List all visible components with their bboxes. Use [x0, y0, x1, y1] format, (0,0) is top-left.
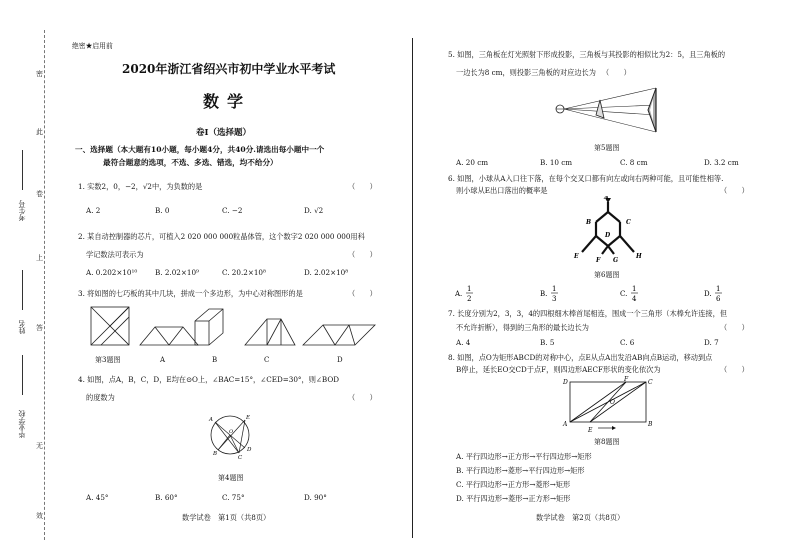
q5-text-line1: 5. 如图，三角板在灯光照射下形成投影，三角板与其投影的相似比为2：5，且三角板的 [448, 50, 726, 59]
q4-option: B. 60° [155, 493, 178, 502]
volume-title: 卷Ⅰ（选择题） [196, 128, 251, 138]
q8-option: D. 平行四边形→菱形→正方形→矩形 [456, 494, 571, 503]
q2-option: A. 0.202×10¹⁰ [86, 268, 138, 277]
q8-rectangle-figure [560, 376, 660, 434]
q5-projection-figure [552, 85, 672, 135]
q6-text-line2: 则小球从E出口落出的概率是 [456, 186, 548, 195]
svg-text:C.: C. [620, 290, 628, 298]
confidential-mark: 绝密★启用前 [72, 42, 113, 50]
q2-text-line1: 2. 某自动控制器的芯片，可植入2 020 000 000粒晶体管，这个数字2 020 000 000用科 [78, 232, 365, 241]
q4-option: D. 90° [304, 493, 327, 502]
q4-text-line2: 的度数为 [86, 393, 115, 402]
svg-text:2: 2 [467, 295, 472, 303]
q7-option: B. 5 [540, 338, 555, 347]
section-instructions-line1: 一、选择题（本大题有10小题，每小题4分，共40分.请选出每小题中一个 [75, 145, 325, 154]
q2-answer-paren: （ ） [348, 250, 377, 259]
q1-answer-paren: （ ） [348, 182, 377, 191]
q8-answer-paren: （ ） [720, 365, 749, 374]
q4-option: C. 75° [222, 493, 245, 502]
name-line [22, 270, 23, 310]
svg-text:D: D [563, 379, 568, 386]
label-name: 姓名 [18, 320, 26, 334]
svg-text:A: A [563, 421, 568, 428]
exam-title: 2020年浙江省绍兴市初中学业水平考试 [122, 62, 336, 76]
svg-text:F: F [596, 257, 601, 264]
svg-text:C: C [238, 455, 243, 460]
option-d-shape [303, 325, 375, 345]
q6-caption: 第6题图 [594, 271, 620, 279]
q6-answer-paren: （ ） [720, 186, 749, 195]
exam-number-line [22, 150, 23, 190]
q5-answer-paren: （ ） [602, 68, 631, 77]
q7-option: A. 4 [456, 338, 471, 347]
svg-text:A: A [209, 417, 213, 423]
q5-option: A. 20 cm [456, 158, 489, 167]
q4-answer-paren: （ ） [348, 393, 377, 402]
q3-label-c: C [264, 356, 270, 364]
svg-text:C: C [626, 219, 631, 226]
q5-option: C. 8 cm [620, 158, 648, 167]
footer-left: 数学试卷 第1页（共8页） [182, 513, 271, 522]
q3-text: 3. 将如图的七巧板的其中几块，拼成一个多边形，为中心对称图形的是 [78, 289, 303, 298]
svg-text:B: B [213, 451, 218, 457]
svg-text:1: 1 [467, 285, 472, 293]
svg-text:F: F [624, 376, 629, 383]
q6-options-fractions [455, 283, 725, 305]
svg-text:B: B [586, 219, 592, 226]
label-exam-number: 考生号 [18, 200, 26, 221]
sidebar-char: 此 [36, 128, 43, 136]
svg-text:E: E [574, 253, 579, 260]
sidebar-char: 效 [36, 512, 43, 520]
q8-caption: 第8题图 [594, 438, 620, 446]
q1-option: B. 0 [155, 206, 170, 215]
svg-text:A.: A. [455, 290, 463, 298]
svg-text:1: 1 [552, 285, 557, 293]
q2-option: B. 2.02×10⁹ [155, 268, 199, 277]
option-c-shape [245, 319, 295, 345]
q4-text-line1: 4. 如图，点A，B，C，D，E均在⊙O上，∠BAC=15°，∠CED=30°，则∠BOD [78, 375, 339, 384]
footer-right: 数学试卷 第2页（共8页） [536, 513, 625, 522]
sidebar-char: 卷 [36, 190, 43, 198]
q8-option: C. 平行四边形→正方形→菱形→矩形 [456, 480, 571, 489]
q5-option: D. 3.2 cm [704, 158, 739, 167]
svg-text:A: A [604, 196, 609, 201]
q1-option: C. −2 [222, 206, 243, 215]
q8-option: B. 平行四边形→菱形→平行四边形→矩形 [456, 466, 585, 475]
svg-text:3: 3 [552, 295, 557, 303]
q2-option: D. 2.02×10⁸ [304, 268, 349, 277]
q5-caption: 第5题图 [594, 144, 620, 152]
q3-caption: 第3题图 [95, 356, 121, 364]
svg-text:G: G [613, 257, 619, 264]
svg-text:E: E [588, 427, 593, 434]
svg-text:D: D [605, 232, 611, 239]
binding-line [44, 30, 45, 540]
school-line [22, 355, 23, 395]
q2-option: C. 20.2×10⁸ [222, 268, 266, 277]
svg-text:C: C [648, 379, 653, 386]
sidebar-char: 答 [36, 324, 43, 332]
option-a-shape [140, 327, 198, 345]
sidebar-char: 密 [36, 70, 43, 78]
q3-label-b: B [212, 356, 218, 364]
q7-text-line2: 不允许折断），得到的三角形的最长边长为 [456, 323, 589, 332]
svg-text:B.: B. [540, 290, 548, 298]
sidebar-char: 无 [36, 442, 43, 450]
q5-option: B. 10 cm [540, 158, 573, 167]
q7-option: D. 7 [704, 338, 719, 347]
q6-text-line1: 6. 如图，小球从A入口往下落，在每个交叉口都有向左或向右两种可能，且可能性相等. [448, 174, 724, 183]
q4-option: A. 45° [86, 493, 109, 502]
q7-answer-paren: （ ） [720, 323, 749, 332]
q1-option: D. √2 [304, 206, 324, 215]
q3-label-a: A [160, 356, 166, 364]
q8-option: A. 平行四边形→正方形→平行四边形→矩形 [456, 452, 592, 461]
svg-text:D.: D. [704, 290, 712, 298]
svg-text:6: 6 [716, 295, 721, 303]
q1-text: 1. 实数2，0，−2，√2中，为负数的是 [78, 182, 203, 191]
svg-text:B: B [648, 421, 653, 428]
page-divider [412, 38, 413, 538]
svg-text:1: 1 [716, 285, 721, 293]
q8-text-line2: B停止，延长EO交CD于点F，则四边形AECF形状的变化依次为 [456, 365, 661, 374]
q3-figures [85, 305, 385, 353]
q6-ball-path-figure [568, 196, 652, 264]
svg-text:D: D [247, 447, 252, 453]
label-school: 毕业学校 [18, 410, 26, 438]
q1-option: A. 2 [86, 206, 101, 215]
option-b-shape [195, 309, 223, 345]
svg-text:4: 4 [632, 295, 637, 303]
q3-answer-paren: （ ） [348, 289, 377, 298]
q5-text-line2: 一边长为8 cm，则投影三角板的对应边长为 [456, 68, 596, 77]
section-instructions-line2: 最符合题意的选项，不选、多选、错选，均不给分） [103, 158, 278, 167]
q4-caption: 第4题图 [218, 474, 244, 482]
svg-text:1: 1 [632, 285, 637, 293]
svg-text:H: H [636, 253, 642, 260]
q7-text-line1: 7. 长度分别为2，3，3，4的四根细木棒首尾相连，围成一个三角形（木棒允许连接，但 [448, 309, 728, 318]
sidebar-char: 上 [36, 254, 43, 262]
svg-text:E: E [246, 415, 251, 421]
subject-title: 数学 [203, 92, 252, 111]
tangram-figure [91, 307, 129, 345]
q4-circle-figure [205, 410, 255, 460]
q8-text-line1: 8. 如图，点O为矩形ABCD的对称中心，点E从点A出发沿AB向点B运动，移动到点 [448, 353, 713, 362]
q3-label-d: D [337, 356, 343, 364]
svg-text:O: O [229, 429, 234, 435]
q7-option: C. 6 [620, 338, 635, 347]
q2-text-line2: 学记数法可表示为 [86, 250, 144, 259]
svg-text:O: O [610, 399, 615, 406]
